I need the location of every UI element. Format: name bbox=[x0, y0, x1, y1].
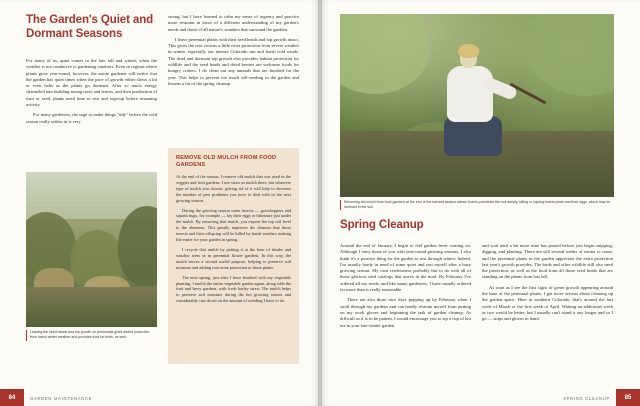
section-title: Spring Cleanup bbox=[340, 219, 424, 231]
photo-ground bbox=[26, 287, 157, 327]
folio-left: 84 bbox=[0, 389, 24, 406]
right-column-two bbox=[482, 243, 613, 327]
page-gutter bbox=[318, 0, 322, 406]
right-column-one bbox=[340, 243, 471, 333]
gardener-torso bbox=[447, 66, 493, 122]
paragraph: During the growing season some insects — grasshoppers and squash bugs, for example — lay their eggs or hibernate just under the mulch. By removing that mulch, you expose the top soil level to the elements. This greatly improves the chances that those insects and their offspring will be killed by harsh weather, making life easier for your garden in spring. bbox=[176, 207, 291, 243]
left-column-one bbox=[26, 58, 157, 129]
spring-cleanup-photo bbox=[340, 14, 614, 197]
sidebar-title: REMOVE OLD MULCH FROM FOOD GARDENS bbox=[176, 155, 277, 168]
left-page-footer bbox=[0, 389, 320, 406]
right-photo-caption: Removing old mulch from food gardens at the end of the harvest season allows frost to penetrate the soil deeply, killing or injuring insect pests and their eggs, which may be dormant in the soil. bbox=[344, 200, 611, 209]
sidebar-body bbox=[176, 174, 291, 304]
gardener-hair bbox=[458, 44, 479, 58]
paragraph: There are also those nice days popping up by February when I stroll through my gardens and can hardly restrain myself from putting on my work gloves and beginning the task of garden cleanup. As difficult as it is to be patient, I would encourage you to sip a cup of hot tea in your late-winter garden bbox=[340, 297, 471, 328]
paragraph: As soon as I see the first signs of green growth appearing around the base of the perennial plants, I get more serious about cleaning up the garden space. Here in southern Colorado, that's around the last week of March or the first week of April. Waiting an additional week or two would be better, but I usually can't stand it any longer and so I go — snips and gloves in hand. bbox=[482, 284, 613, 322]
paragraph: For many of us, quiet comes in the late fall and winter, when the weather is not conducive to gardening outdoors. Even in regions where plants grow year-round, however, the astute gardener will notice that the garden has quiet times when the pace of growth either slows a bit or even halts as the plants go dormant. After so much energy channeled into building strong roots and leaves, and then production of fruit or seed, plants need time to rest and regroup before resuming activity. bbox=[26, 58, 157, 108]
running-head-right: SPRING CLEANUP bbox=[563, 396, 610, 401]
paragraph: and wait until a bit more time has passed before you begin snipping, digging, and planting. There are still several weeks of winter to come, and the perennial plants in the garden appreciate the extra protection last year's growth provides. The birds and other wildlife still also need the protection, as well as the food from all those seed heads that are standing on the plants from last fall. bbox=[482, 243, 613, 280]
perennial-seedheads-photo bbox=[26, 172, 157, 327]
left-photo-caption: Leaving the seed heads and top growth on perennials gives added protection from harsh winter weather and provides food for birds, as well. bbox=[30, 330, 150, 339]
caption-rule bbox=[26, 330, 27, 341]
gardener-legs bbox=[444, 116, 502, 156]
paragraph: I recycle that mulch by putting it at the base of shrubs and window trees or in perennial flower gardens. In this way, the mulch serves a second useful purpose, helping to preserve soil moisture and adding root-zone protection to those plants. bbox=[176, 246, 291, 270]
sidebar-remove-old-mulch bbox=[168, 148, 299, 364]
paragraph: I leave perennial plants with their seed heads and top growth intact. This gives the root crowns a little extra protection from severe weather in winter, especially our intense Colorado sun and harsh cold winds. The dead and dormant top growth also provides habitat protection for wildlife and the seed heads and dried berries are welcome foods for hungry critters. I do clean out any annuals that are finished for the year. This helps to prevent too much self-seeding in the garden and lessens a bit of the spring cleanup. bbox=[168, 36, 299, 86]
paragraph: strong, but I have learned to calm my sense of urgency and practice more restraint in favor of a different understanding of my garden's needs and those of all nature's wonders that surround the gardens. bbox=[168, 14, 299, 32]
article-title: The Garden's Quiet and Dormant Seasons bbox=[26, 14, 154, 40]
paragraph: Around the end of January, I begin to feel garden fever coming on. Although I envy those of you with year-round growing seasons, I also think it's a positive thing for the garden to rest through winter. Indeed, I'm usually hardy in need of some quiet and rest myself after a busy growing season. My own restlessness probably has to do with all of those glorious seed catalogs that arrive in the mail. By February I've ordered all my seeds, and like many gardeners, I have usually ordered far more than is really reasonable. bbox=[340, 243, 471, 293]
paragraph: For many gardeners, the urge to make things "tidy" before the cold season really settles in is very bbox=[26, 112, 157, 124]
caption-rule bbox=[340, 200, 341, 210]
right-page-footer bbox=[320, 389, 640, 406]
paragraph: The next spring, just after I have finished with my vegetable planting, I mulch the entire vegetable garden again, along with the fruit and berry gardens, with fresh barley straw. The mulch helps to preserve soil moisture during the hot growing season and considerably cuts down on the amount of weeding I have to do. bbox=[176, 274, 291, 304]
folio-right: 85 bbox=[616, 389, 640, 406]
paragraph: At the end of the season, I remove old mulch that was used in the veggies and fruit gardens. I use straw as mulch there, but whatever type of mulch you choose, getting rid of it will help to decrease the number of pest problems you have to deal with in the next growing season. bbox=[176, 174, 291, 203]
running-head-left: GARDEN MAINTENANCE bbox=[30, 396, 93, 401]
left-column-two bbox=[168, 14, 299, 91]
